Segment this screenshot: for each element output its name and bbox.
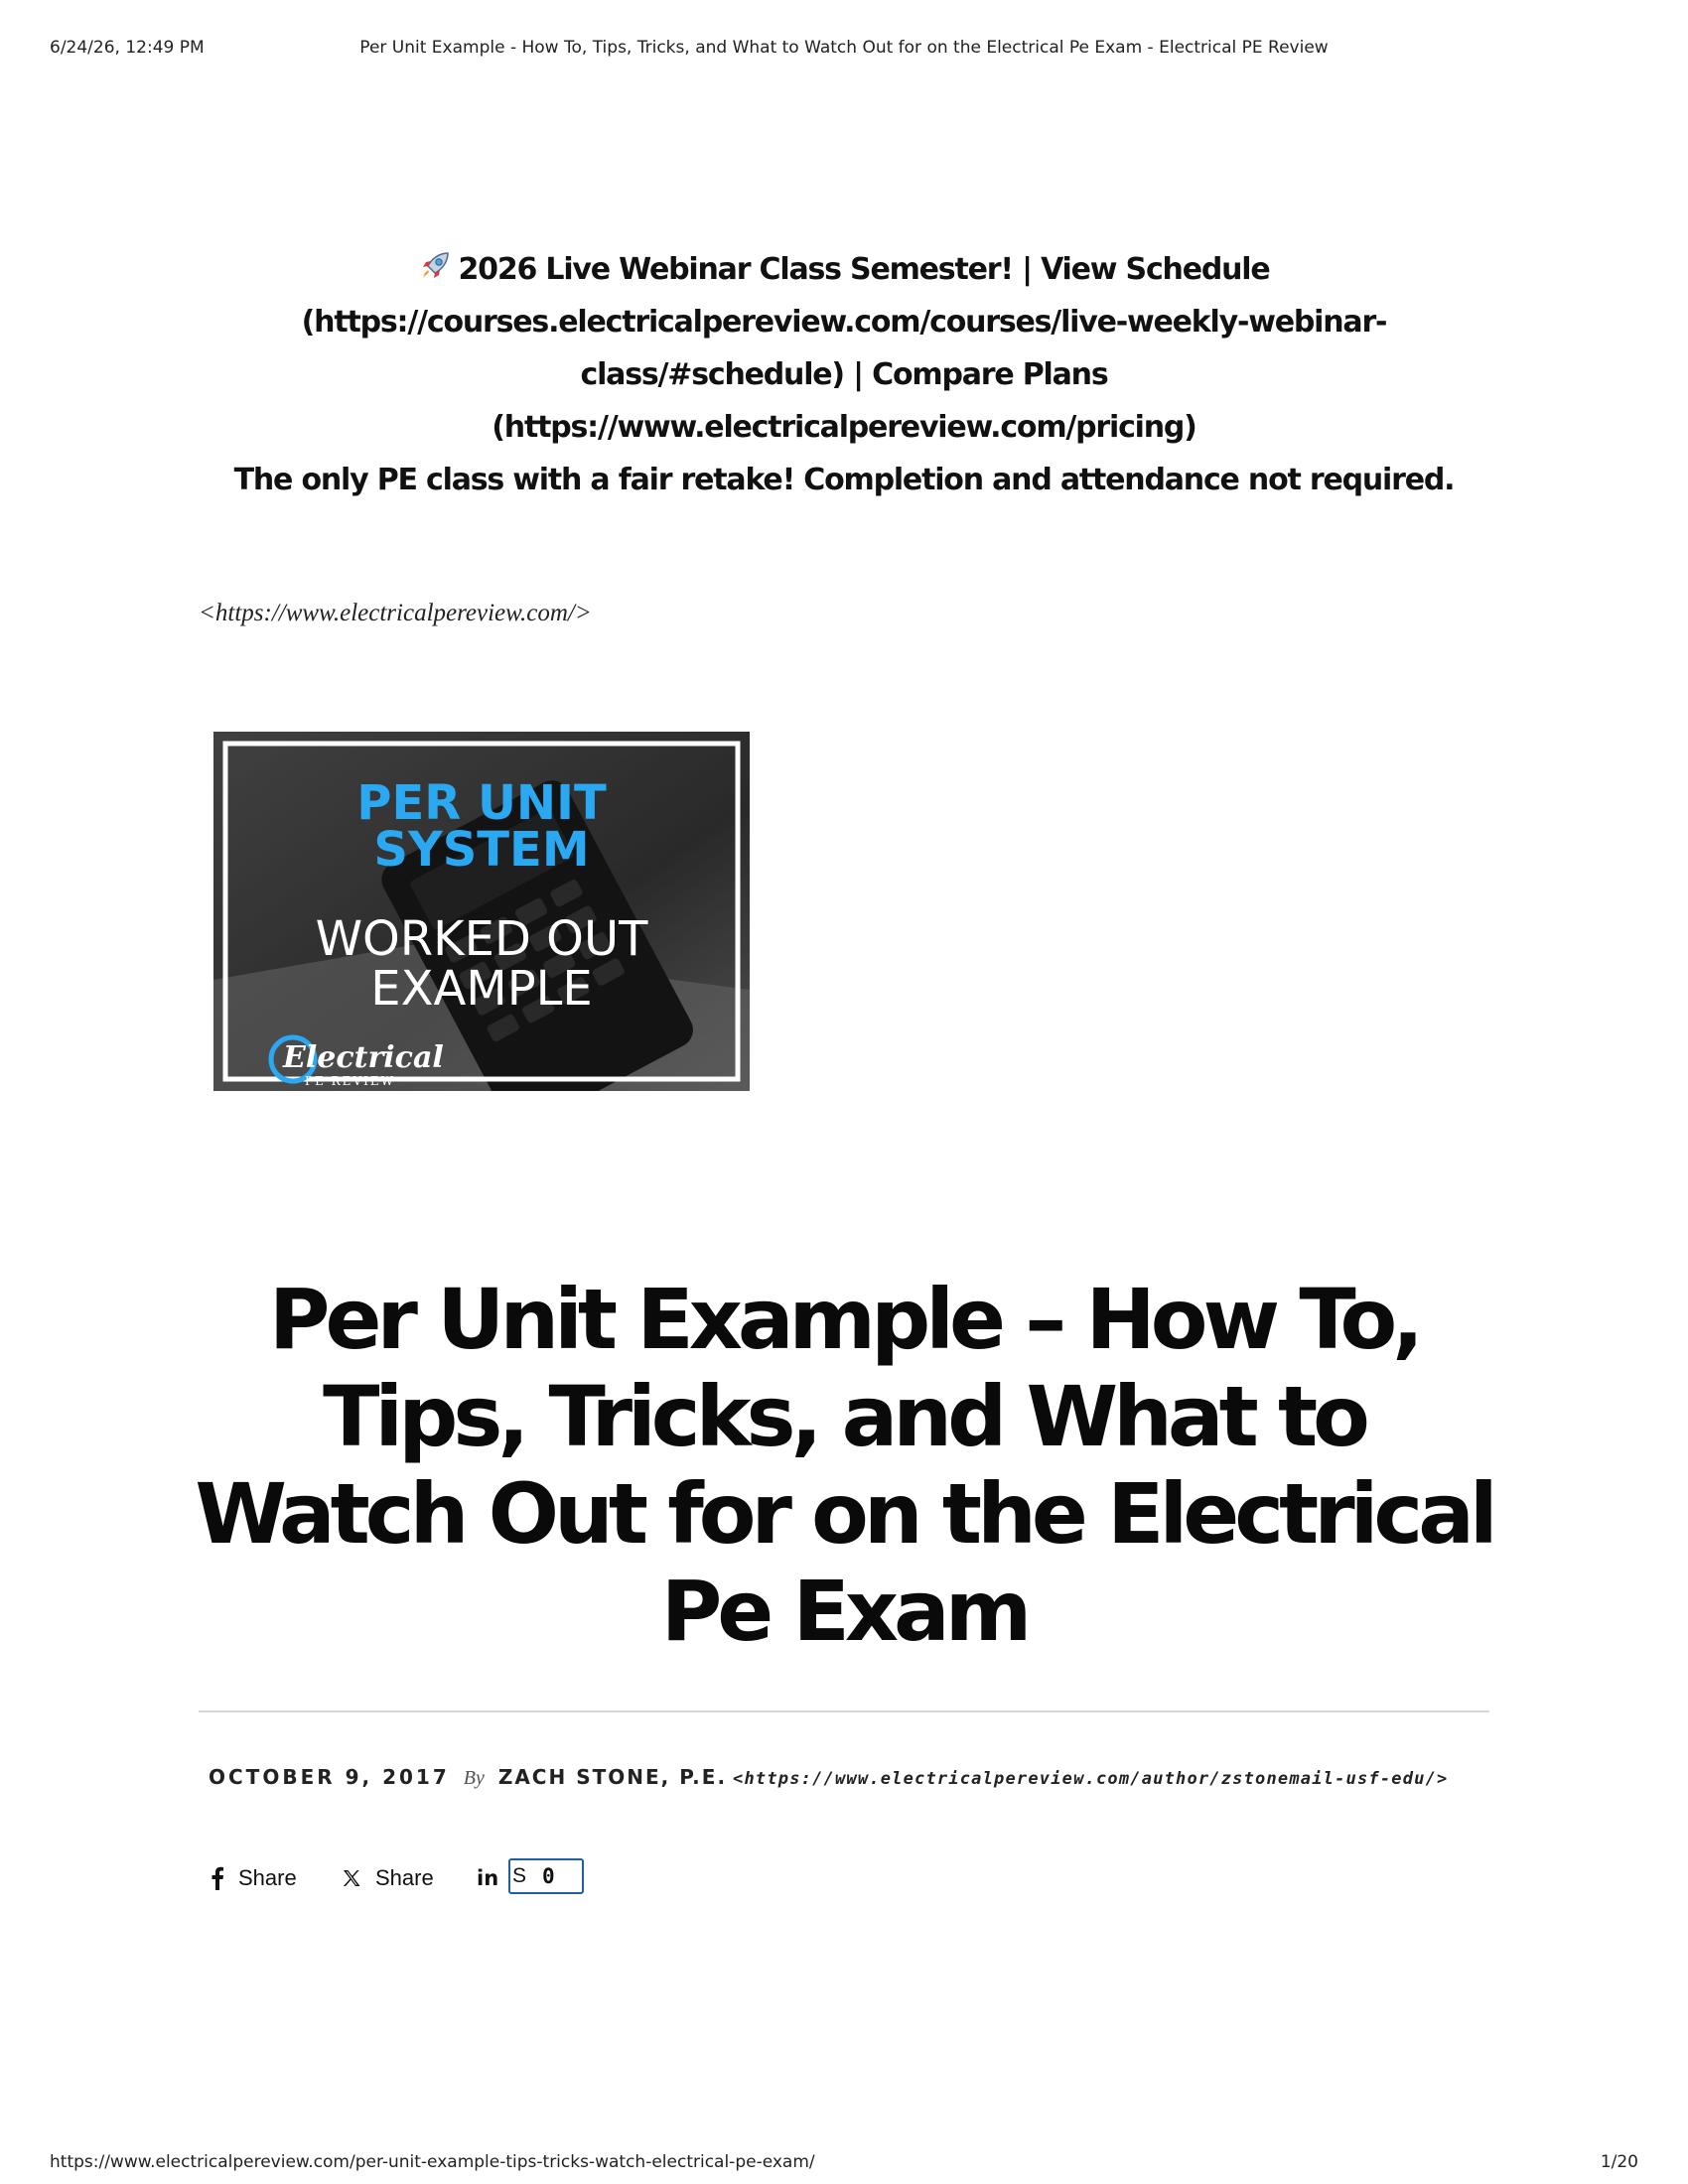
x-share-button[interactable] <box>342 1858 434 1898</box>
facebook-icon <box>211 1866 224 1890</box>
banner-line-2: (https://courses.electricalpereview.com/courses/live-weekly-webinar- <box>301 305 1387 340</box>
share-count-prefix: S <box>512 1864 527 1887</box>
linkedin-icon: in <box>477 1866 499 1890</box>
image-title-line-1: PER UNIT <box>356 775 607 831</box>
featured-image-graphic <box>213 732 750 1091</box>
print-datetime: 6/24/26, 12:49 PM <box>50 38 205 58</box>
featured-image <box>213 732 750 1091</box>
post-title: Per Unit Example – How To, Tips, Tricks, and What to Watch Out for on the Electrical Pe Exam <box>195 1271 1493 1660</box>
banner-line-4: (https://www.electricalpereview.com/pricing) <box>492 410 1196 445</box>
post-meta <box>209 1765 1448 1790</box>
byline-by: By <box>463 1767 485 1789</box>
image-logo-text: Electrical <box>283 1040 444 1075</box>
author-url: <https://www.electricalpereview.com/author/zstonemail-usf-edu/> <box>733 1769 1449 1789</box>
view-schedule-link[interactable]: 2026 Live Webinar Class Semester! | View Schedule <box>458 252 1270 287</box>
post-date: OCTOBER 9, 2017 <box>209 1765 450 1789</box>
print-footer <box>0 2152 1688 2176</box>
share-count: 0 <box>542 1864 555 1888</box>
author-link[interactable]: ZACH STONE, P.E. <box>497 1765 728 1789</box>
announcement-banner <box>199 243 1489 506</box>
print-page-title: Per Unit Example - How To, Tips, Tricks, and What to Watch Out for on the Electrical Pe Exam - Electrical PE Review <box>359 38 1329 58</box>
x-share-label: Share <box>375 1865 434 1890</box>
banner-line-3: class/#schedule) | Compare Plans <box>580 357 1108 392</box>
image-subtitle-line-2: EXAMPLE <box>370 961 593 1017</box>
facebook-share-label: Share <box>238 1865 297 1890</box>
image-logo-sub: PE REVIEW <box>305 1074 395 1088</box>
print-url: https://www.electricalpereview.com/per-unit-example-tips-tricks-watch-electrical-pe-exam/ <box>50 2152 815 2172</box>
banner-line-1 <box>199 243 1489 296</box>
x-icon <box>342 1868 361 1888</box>
share-count-box <box>508 1858 584 1894</box>
banner-tagline: The only PE class with a fair retake! Completion and attendance not required. <box>233 463 1455 497</box>
facebook-share-button[interactable] <box>211 1858 297 1898</box>
print-header <box>0 38 1688 62</box>
print-page-number: 1/20 <box>1600 2152 1638 2172</box>
title-divider <box>199 1710 1489 1712</box>
rocket-icon <box>418 249 452 283</box>
site-home-link[interactable]: <https://www.electricalpereview.com/> <box>199 600 592 626</box>
linkedin-share-button[interactable] <box>477 1858 508 1898</box>
image-title-line-2: SYSTEM <box>373 822 590 878</box>
image-subtitle-line-1: WORKED OUT <box>315 911 648 967</box>
